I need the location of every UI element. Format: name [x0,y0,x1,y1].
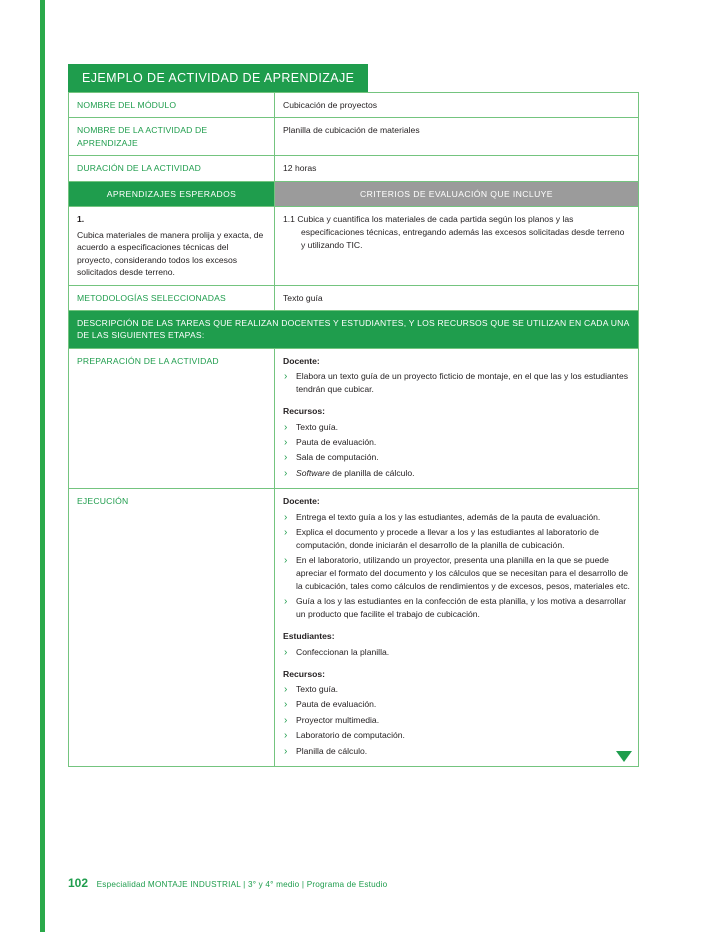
criteria-item: 1.1 Cubica y cuantifica los materiales de cada partida según los planos y las especificaciones técnicas, entregando además las excesos solicitadas desde terreno y utilizando TIC. [283,214,625,251]
table-row-methodology [69,285,639,310]
table-row-stage-preparation [69,348,639,488]
label-module: NOMBRE DEL MÓDULO [69,93,275,118]
page-footer [68,876,668,890]
list-item: › Sala de computación. [283,451,630,464]
stage-content-preparation [275,348,639,488]
stage-list-resources [283,683,630,757]
table-row-duration [69,156,639,181]
value-methodology: Texto guía [275,285,639,310]
learning-text: Cubica materiales de manera prolija y exacta, de acuerdo a especificaciones técnicas del proyecto, considerando todos los excesos solicitados desde terreno. [77,229,264,278]
list-item: › Explica el documento y procede a llevar a los y las estudiantes al laboratorio de computación, donde iniciarán el desarrollo de la planilla de cubicación. [283,526,630,552]
page-title: EJEMPLO DE ACTIVIDAD DE APRENDIZAJE [68,64,368,92]
learning-cell [69,207,275,285]
stage-label-execution: EJECUCIÓN [69,489,275,767]
list-item-emphasis: Software [296,467,330,478]
stage-content-execution [275,489,639,767]
stage-label-preparation: PREPARACIÓN DE LA ACTIVIDAD [69,348,275,488]
list-item: › Confeccionan la planilla. [283,646,630,659]
stage-heading-students: Estudiantes: [283,631,335,642]
stage-heading-resources: Recursos: [283,406,326,417]
stage-heading-teacher: Docente: [283,496,320,507]
continuation-down-arrow-icon [616,751,632,762]
list-item: › Laboratorio de computación. [283,729,630,742]
list-item: › Proyector multimedia. [283,714,630,727]
header-evaluation-criteria: CRITERIOS DE EVALUACIÓN QUE INCLUYE [275,181,639,206]
label-methodology: METODOLOGÍAS SELECCIONADAS [69,285,275,310]
table-row-stage-execution [69,489,639,767]
learning-number: 1. [77,214,85,225]
stage-heading-teacher: Docente: [283,355,320,366]
stage-list-resources [283,421,630,480]
list-item: › Entrega el texto guía a los y las estudiantes, además de la pauta de evaluación. [283,511,630,524]
list-item: › Pauta de evaluación. [283,698,630,711]
table-header-row [69,181,639,206]
footer-text: Especialidad MONTAJE INDUSTRIAL | 3° y 4° medio | Programa de Estudio [96,880,388,889]
header-learning-expectations: APRENDIZAJES ESPERADOS [69,181,275,206]
list-item: › Pauta de evaluación. [283,436,630,449]
stage-heading-resources: Recursos: [283,668,326,679]
list-item: › Guía a los y las estudiantes en la confección de esta planilla, y los motiva a desarrollar un producto que facilite el trabajo de cubicación. [283,595,630,621]
value-activity-name: Planilla de cubicación de materiales [275,118,639,156]
criteria-cell [275,207,639,285]
page-number: 102 [68,876,89,890]
stage-list-teacher [283,370,630,396]
label-duration: DURACIÓN DE LA ACTIVIDAD [69,156,275,181]
list-item: › Planilla de cálculo. [283,745,630,758]
list-item: › Elabora un texto guía de un proyecto ficticio de montaje, en el que las y los estudiantes tendrán que cubicar. [283,370,630,396]
table-row-learning [69,207,639,285]
value-module: Cubicación de proyectos [275,93,639,118]
stage-list-teacher [283,511,630,622]
label-activity-name: NOMBRE DE LA ACTIVIDAD DE APRENDIZAJE [69,118,275,156]
activity-table [68,92,639,767]
table-row-description-band [69,310,639,348]
value-duration: 12 horas [275,156,639,181]
list-item: › Texto guía. [283,421,630,434]
table-row-activity-name [69,118,639,156]
stage-list-students [283,646,630,659]
document-content [68,64,638,767]
table-row-module [69,93,639,118]
list-item: › En el laboratorio, utilizando un proyector, presenta una planilla en la que se puede apreciar el formato del documento y los cálculos que se necesitan para el desarrollo de la cubicación, tales como cálculos de rendimientos y de excesos, pesos, materiales etc. [283,554,630,593]
list-item: › Software de planilla de cálculo. [283,467,630,480]
list-item: › Texto guía. [283,683,630,696]
description-band: DESCRIPCIÓN DE LAS TAREAS QUE REALIZAN DOCENTES Y ESTUDIANTES, Y LOS RECURSOS QUE SE UTILIZAN EN CADA UNA DE LAS SIGUIENTES ETAPAS: [69,310,639,348]
left-accent-bar [40,0,45,932]
